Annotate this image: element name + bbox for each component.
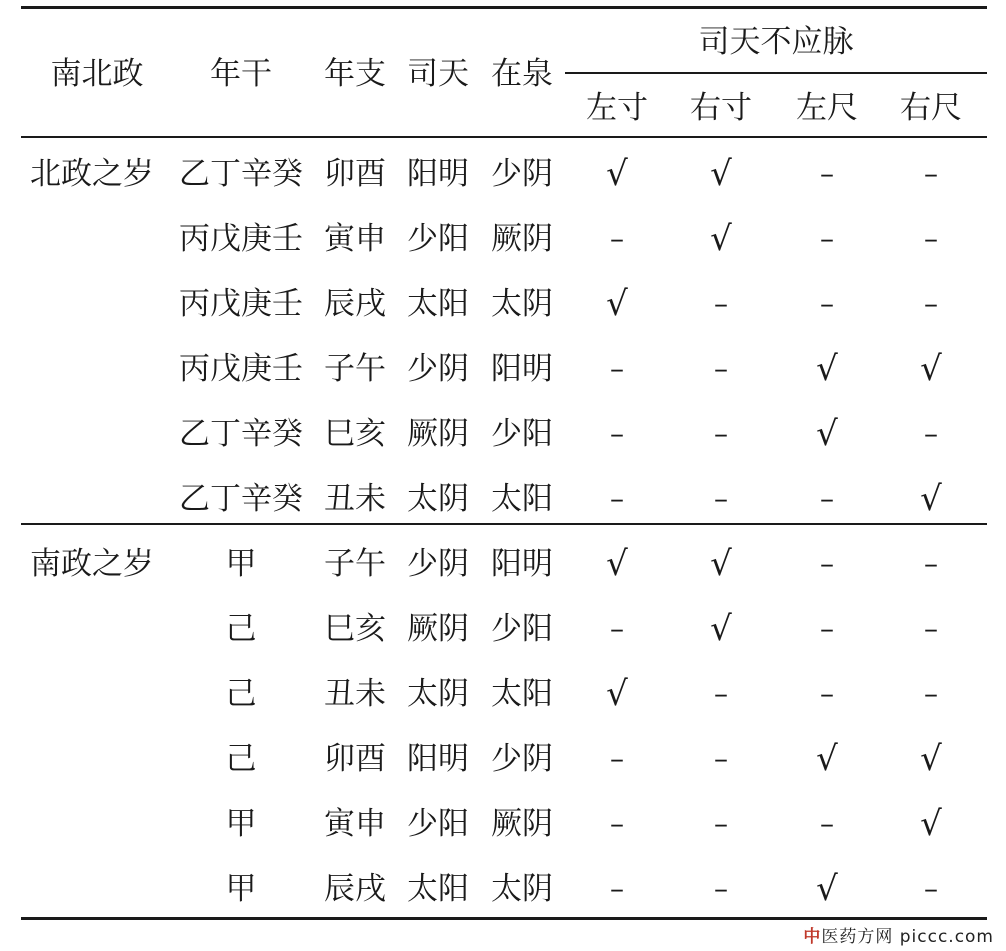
cell-stem: 甲 [225,871,257,907]
cell-branch: 寅申 [324,221,386,257]
cell-zaiquan: 少阳 [491,416,553,452]
check-mark: √ [816,349,838,389]
cell-sitian: 少阴 [407,351,469,387]
dash-mark: – [714,482,728,515]
header-sitian: 司天 [407,56,469,92]
cell-zaiquan: 厥阴 [491,221,553,257]
cell-branch: 巳亥 [324,611,386,647]
cell-zaiquan: 厥阴 [491,806,553,842]
cell-sitian: 太阴 [407,481,469,517]
cell-zaiquan: 阳明 [491,351,553,387]
dash-mark: – [714,677,728,710]
dash-mark: – [714,742,728,775]
dash-mark: – [714,352,728,385]
cell-zaiquan: 少阴 [491,156,553,192]
dash-mark: – [924,417,938,450]
cell-stem: 己 [225,611,257,647]
dash-mark: – [820,807,834,840]
cell-zaiquan: 太阴 [491,286,553,322]
cell-branch: 丑未 [324,676,386,712]
dash-mark: – [820,287,834,320]
cell-branch: 辰戌 [324,871,386,907]
cell-sitian: 少阳 [407,806,469,842]
cell-stem: 甲 [225,806,257,842]
check-mark: √ [920,739,942,779]
header-region: 南北政 [50,56,144,92]
dash-mark: – [714,417,728,450]
cell-sitian: 阳明 [407,741,469,777]
cell-sitian: 厥阴 [407,416,469,452]
cell-stem: 己 [225,676,257,712]
header-year-stem: 年干 [210,56,272,92]
cell-branch: 丑未 [324,481,386,517]
cell-branch: 辰戌 [324,286,386,322]
cell-stem: 丙戊庚壬 [179,351,303,387]
header-right-cun: 右寸 [690,90,752,126]
header-left-chi: 左尺 [796,90,858,126]
cell-sitian: 少阴 [407,546,469,582]
dash-mark: – [714,807,728,840]
cell-zaiquan: 少阴 [491,741,553,777]
cell-stem: 甲 [225,546,257,582]
cell-zaiquan: 少阳 [491,611,553,647]
cell-branch: 寅申 [324,806,386,842]
header-year-branch: 年支 [324,56,386,92]
watermark [803,922,994,947]
cell-stem: 丙戊庚壬 [179,286,303,322]
dash-mark: – [714,287,728,320]
dash-mark: – [924,872,938,905]
dash-mark: – [610,222,624,255]
cell-stem: 乙丁辛癸 [179,156,303,192]
check-mark: √ [710,154,732,194]
dash-mark: – [610,742,624,775]
cell-branch: 巳亥 [324,416,386,452]
dash-mark: – [820,677,834,710]
dash-mark: – [610,482,624,515]
header-right-chi: 右尺 [900,90,962,126]
cell-branch: 卯酉 [324,741,386,777]
dash-mark: – [820,222,834,255]
cell-sitian: 厥阴 [407,611,469,647]
cell-sitian: 太阳 [407,871,469,907]
watermark-text: 医药方网 piccc.com [821,927,994,947]
group-underline [565,72,987,74]
header-left-cun: 左寸 [586,90,648,126]
header-rule [21,136,987,138]
cell-branch: 子午 [324,351,386,387]
check-mark: √ [606,154,628,194]
cell-branch: 子午 [324,546,386,582]
dash-mark: – [610,807,624,840]
dash-mark: – [610,872,624,905]
check-mark: √ [606,674,628,714]
cell-sitian: 少阳 [407,221,469,257]
dash-mark: – [820,482,834,515]
check-mark: √ [606,284,628,324]
cell-stem: 乙丁辛癸 [179,481,303,517]
cell-zaiquan: 阳明 [491,546,553,582]
section-rule [21,523,987,525]
check-mark: √ [920,804,942,844]
check-mark: √ [816,869,838,909]
check-mark: √ [816,414,838,454]
dash-mark: – [924,157,938,190]
check-mark: √ [710,544,732,584]
check-mark: √ [710,609,732,649]
dash-mark: – [924,612,938,645]
cell-branch: 卯酉 [324,156,386,192]
check-mark: √ [920,479,942,519]
cell-sitian: 太阴 [407,676,469,712]
section-label-north: 北政之岁 [30,156,154,192]
dash-mark: – [924,222,938,255]
dash-mark: – [610,417,624,450]
check-mark: √ [920,349,942,389]
cell-stem: 己 [225,741,257,777]
cell-stem: 丙戊庚壬 [179,221,303,257]
watermark-brand: 中 [803,927,822,947]
cell-zaiquan: 太阳 [491,676,553,712]
cell-stem: 乙丁辛癸 [179,416,303,452]
check-mark: √ [606,544,628,584]
bottom-rule [21,917,987,920]
header-zaiquan: 在泉 [491,56,553,92]
dash-mark: – [924,677,938,710]
dash-mark: – [714,872,728,905]
cell-sitian: 阳明 [407,156,469,192]
section-label-south: 南政之岁 [30,546,154,582]
cell-sitian: 太阳 [407,286,469,322]
dash-mark: – [820,547,834,580]
dash-mark: – [610,352,624,385]
dash-mark: – [610,612,624,645]
cell-zaiquan: 太阴 [491,871,553,907]
check-mark: √ [710,219,732,259]
dash-mark: – [924,287,938,320]
cell-zaiquan: 太阳 [491,481,553,517]
top-rule [21,6,987,9]
header-group: 司天不应脉 [698,24,854,60]
dash-mark: – [820,612,834,645]
dash-mark: – [820,157,834,190]
dash-mark: – [924,547,938,580]
check-mark: √ [816,739,838,779]
